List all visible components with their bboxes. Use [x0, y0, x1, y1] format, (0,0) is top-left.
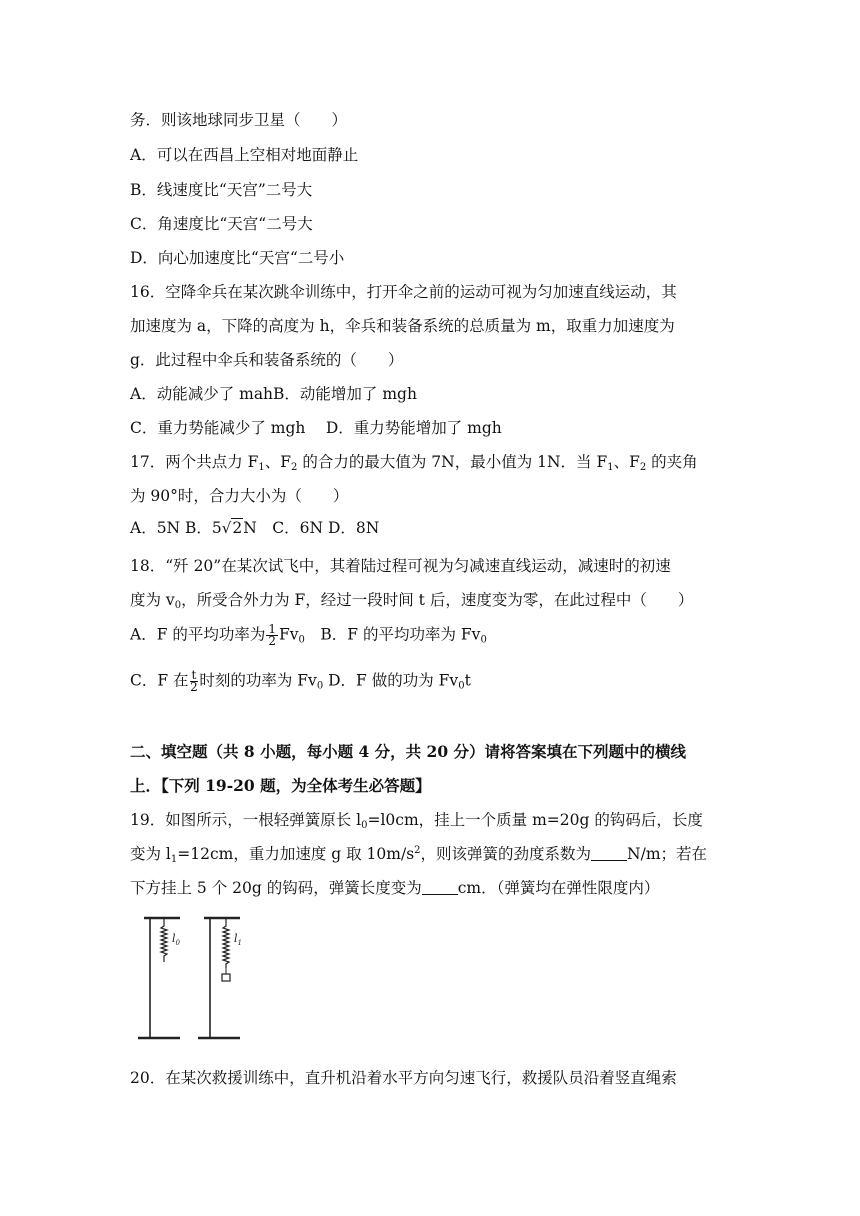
question-19-line-3: 下方挂上 5 个 20g 的钩码，弹簧长度变为 cm．（弹簧均在弹性限度内）	[130, 879, 660, 897]
fraction: $\frac{1}{2}$	[268, 622, 277, 648]
section-heading-line-2: 上．【下列 19-20 题，为全体考生必答题】	[130, 776, 431, 795]
text-line: 务．则该地球同步卫星（ ）	[130, 111, 348, 129]
answer-blank	[422, 880, 458, 895]
question-16-line-1: 16．空降伞兵在某次跳伞训练中，打开伞之前的运动可视为匀加速直线运动，其	[130, 283, 677, 301]
question-16-line-3: g．此过程中伞兵和装备系统的（ ）	[130, 351, 404, 369]
question-18-line-2: 度为 $v_0$，所受合外力为 F，经过一段时间 t 后，速度变为零，在此过程中（ ）	[130, 591, 694, 611]
question-20-line-1: 20．在某次救援训练中，直升机沿着水平方向匀速飞行，救援队员沿着竖直绳索	[130, 1069, 677, 1087]
answer-blank	[591, 846, 627, 861]
question-16-options-ab: A．动能减少了 mahB．动能增加了 mgh	[130, 385, 417, 403]
question-16-options-cd: C．重力势能减少了 mgh D．重力势能增加了 mgh	[130, 419, 502, 437]
question-17-line-2: 为 90°时，合力大小为（ ）	[130, 487, 349, 505]
sqrt-symbol: √2	[221, 519, 243, 537]
question-19-line-2: 变为 $l_1=12cm$，重力加速度 g 取 $10m/s^2$，则该弹簧的劲度系数为 N/m；若在	[130, 845, 708, 865]
question-16-line-2: 加速度为 a，下降的高度为 h，伞兵和装备系统的总质量为 m，取重力加速度为	[130, 317, 675, 335]
label-l0: $l_0$	[172, 932, 180, 947]
label-l1: $l_1$	[234, 932, 242, 947]
fraction: $\frac{t}{2}$	[190, 668, 198, 694]
question-18-line-1: 18．“歼 20”在某次试飞中，其着陆过程可视为匀减速直线运动，减速时的初速	[130, 557, 671, 575]
option-b: B．线速度比“天宫”二号大	[130, 181, 313, 199]
spring-figure	[130, 910, 250, 1050]
option-a: A．可以在西昌上空相对地面静止	[130, 146, 359, 164]
option-d: D．向心加速度比“天宫“二号小	[130, 249, 345, 267]
question-17-options: A．5N B．5√2N C．6N D．8N	[130, 519, 380, 537]
question-17-line-1: 17．两个共点力 $F_1$、$F_2$ 的合力的最大值为 7N，最小值为 1N．当 $F_1$、$F_2$ 的夹角	[130, 453, 698, 473]
question-18-options-cd: C．F 在 $\frac{t}{2}$ 时刻的功率为 $Fv_0$ D．F 做的功为 $Fv_0t$	[130, 668, 471, 694]
question-19-line-1: 19．如图所示，一根轻弹簧原长 $l_0=l0cm$，挂上一个质量 m=20g 的钩码后，长度	[130, 811, 703, 831]
section-heading-line-1: 二、填空题（共 8 小题，每小题 4 分，共 20 分）请将答案填在下列题中的横线	[130, 742, 687, 761]
question-18-options-ab: A．F 的平均功率为 $\frac{1}{2}$ $Fv_0$ B．F 的平均功率为 $Fv_0$	[130, 622, 487, 648]
option-c: C．角速度比“天宫“二号大	[130, 215, 313, 233]
